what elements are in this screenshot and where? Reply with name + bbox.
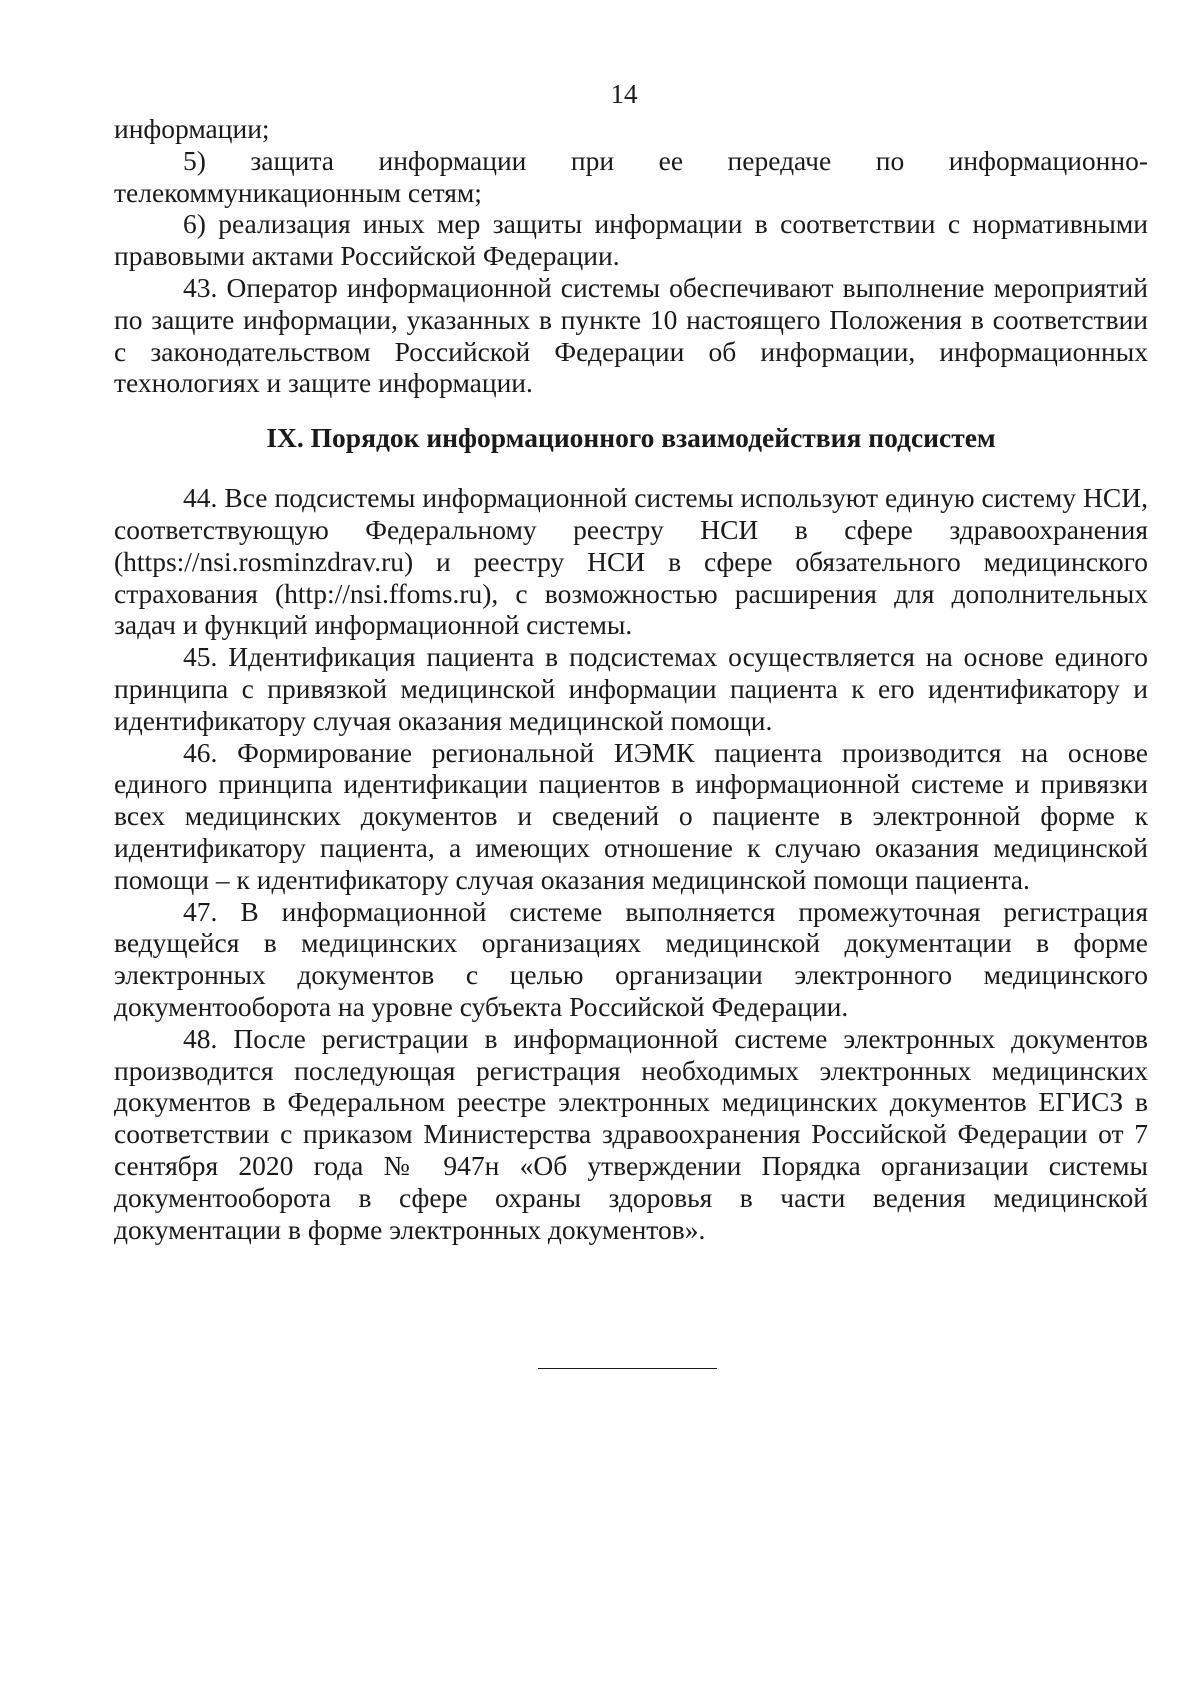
clause-43: 43. Оператор информационной системы обеспечивают выполнение мероприятий по защите информации, указанных в пункте 10 настоящего Положения в соответствии с законодательством Российской Федерации об информации, информационных технологиях и защите информации. xyxy=(114,271,1148,399)
section-heading: IX. Порядок информационного взаимодействия подсистем xyxy=(266,422,996,454)
end-of-document-rule xyxy=(538,1368,717,1369)
clause-47: 47. В информационной системе выполняется промежуточная регистрация ведущейся в медицинских организациях медицинской документации в форме электронных документов с целью организации электронного медицинского документооборота на уровне субъекта Российской Федерации. xyxy=(114,895,1148,1022)
list-item-5: 5) защита информации при ее передаче по информационно-телекоммуникационным сетям; xyxy=(114,144,1148,208)
clause-46: 46. Формирование региональной ИЭМК пациента производится на основе единого принципа идентификации пациентов в информационной системе и привязки всех медицинских документов и сведений о пациенте в электронной форме к идентификатору пациента, а имеющих отношение к случаю оказания медицинской помощи – к идентификатору случая оказания медицинской помощи пациента. xyxy=(114,736,1148,895)
paragraph-continuation: информации; xyxy=(114,113,270,144)
clause-44: 44. Все подсистемы информационной системы используют единую систему НСИ, соответствующую Федеральному реестру НСИ в сфере здравоохранения (https://nsi.rosminzdrav.ru) и реестру НСИ в сфере обязательного медицинского страхования (http://nsi.ffoms.ru), с возможностью расширения для дополнительных задач и функций информационной системы. xyxy=(114,482,1148,641)
clause-48: 48. После регистрации в информационной системе электронных документов производится последующая регистрация необходимых электронных медицинских документов в Федеральном реестре электронных медицинских документов ЕГИСЗ в соответствии с приказом Министерства здравоохранения Российской Федерации от 7 сентября 2020 года № 947н «Об утверждении Порядка организации системы документооборота в сфере охраны здоровья в части ведения медицинской документации в форме электронных документов». xyxy=(114,1022,1148,1245)
page-number: 14 xyxy=(610,79,638,109)
document-body xyxy=(114,113,1148,1245)
clause-45: 45. Идентификация пациента в подсистемах осуществляется на основе единого принципа с привязкой медицинской информации пациента к его идентификатору и идентификатору случая оказания медицинской помощи. xyxy=(114,641,1148,736)
list-item-6: 6) реализация иных мер защиты информации в соответствии с нормативными правовыми актами Российской Федерации. xyxy=(114,208,1148,272)
